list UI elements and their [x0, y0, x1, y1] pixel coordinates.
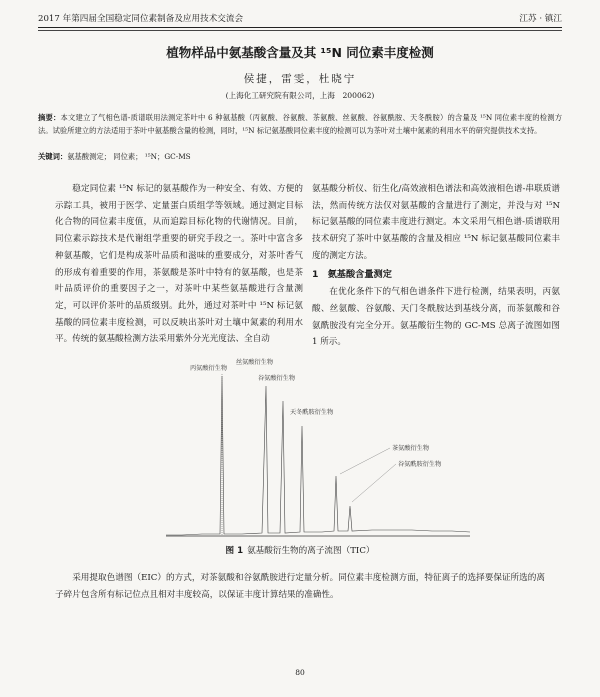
- tic-chromatogram: [162, 356, 474, 539]
- figure-number: 图 1: [225, 546, 244, 556]
- header-rule-thin: [38, 30, 562, 31]
- page-number: 80: [295, 668, 305, 677]
- right-para-1: 氨基酸分析仪、衍生化/高效液相色谱法和高效液相色谱-串联质谱法，然而传统方法仅对氨基酸的含量进行了测定，并没与对 ¹⁵N 标记氨基酸的同位素丰度进行测定。本文采用气相色谱-质谱联用技术研究了茶叶中氨基酸的含量及相应 ¹⁵N 标记氨基酸同位素丰度的测定方法。: [312, 184, 560, 261]
- keywords-label: 关键词：: [38, 152, 68, 161]
- peak-label-alanine: 丙氨酸衍生物: [190, 365, 228, 372]
- tic-trace: [166, 376, 470, 535]
- running-header: [38, 11, 562, 25]
- header-rule: [38, 27, 562, 28]
- header-location: 江苏 · 镇江: [519, 14, 562, 24]
- peak-label-glutamic: 谷氨酸衍生物: [258, 375, 296, 382]
- left-column: [55, 181, 303, 348]
- figure-caption: [0, 544, 600, 556]
- keywords-text: 氨基酸测定； 同位素； ¹⁵N；GC-MS: [67, 152, 191, 161]
- peak-label-serine: 丝氨酸衍生物: [236, 359, 274, 366]
- figure-caption-text: 氨基酸衍生物的离子流图（TIC）: [247, 546, 375, 556]
- abstract-label: 摘要：: [38, 113, 61, 122]
- keywords: [38, 152, 562, 162]
- peak-label-theanine: 茶氨酸衍生物: [392, 445, 430, 452]
- header-conference: 2017 年第四届全国稳定同位素制备及应用技术交流会: [38, 14, 244, 24]
- abstract-text: 本文建立了气相色谱-质谱联用法测定茶叶中 6 种氨基酸（丙氨酸、谷氨酸、茶氨酸、丝氨酸、谷氨酰胺、天冬酰胺）的含量及 ¹⁵N 同位素丰度的检测方法。试验所建立的方法适用于茶叶中氨基酸含量的检测，同时，¹⁵N 标记氨基酸同位素丰度的检测可以为茶叶对土壤中氮素的利用水平的研究提供技术支持。: [38, 113, 562, 135]
- right-para-2: 在优化条件下的气相色谱条件下进行检测，结果表明，丙氨酸、丝氨酸、谷氨酸、天门冬酰胺达到基线分离，而茶氨酸和谷氨酰胺没有完全分开。氨基酸衍生物的 GC-MS 总离子流图如图 1 所示。: [312, 287, 560, 348]
- abstract: [38, 111, 562, 137]
- bottom-paragraph: 采用提取色谱图（EIC）的方式，对茶氨酸和谷氨酰胺进行定量分析。同位素丰度检测方面，特征离子的选择要保证所选的离子碎片包含所有标记位点且相对丰度较高，以保证丰度计算结果的准确性。: [55, 573, 545, 600]
- left-column-text: 稳定同位素 ¹⁵N 标记的氨基酸作为一种安全、有效、方便的示踪工具，被用于医学、定量蛋白质组学等领域。通过测定目标化合物的同位素丰度值，从而追踪目标化物的代谢情况。目前，同位素示踪技术是代谢组学重要的研究手段之一。茶叶中富含多种氨基酸，它们是构成茶叶品质和滋味的重要成分，对茶叶香气的形成有着重要的作用，茶氨酸是茶叶中特有的氨基酸，也是茶叶品质评价的重要因子之一，对茶叶中某些氨基酸进行含量测定，可以评价茶叶的品质级别。此外，通过对茶叶中 ¹⁵N 标记氨基酸的同位素丰度检测，可以反映出茶叶对土壤中氮素的利用水平。传统的氨基酸检测方法采用紫外分光光度法、全自动: [55, 184, 303, 345]
- paper-title: 植物样品中氨基酸含量及其 ¹⁵N 同位素丰度检测: [166, 45, 434, 60]
- peak-label-asparagine: 天冬酰胺衍生物: [290, 409, 334, 416]
- right-column: [312, 181, 560, 351]
- affiliation: (上海化工研究院有限公司，上海 200062): [225, 91, 375, 100]
- section-title: 1 氨基酸含量测定: [312, 268, 392, 280]
- authors: 侯捷，雷雯，杜晓宁: [243, 73, 357, 85]
- peak-label-glutamine: 谷氨酰胺衍生物: [398, 461, 442, 468]
